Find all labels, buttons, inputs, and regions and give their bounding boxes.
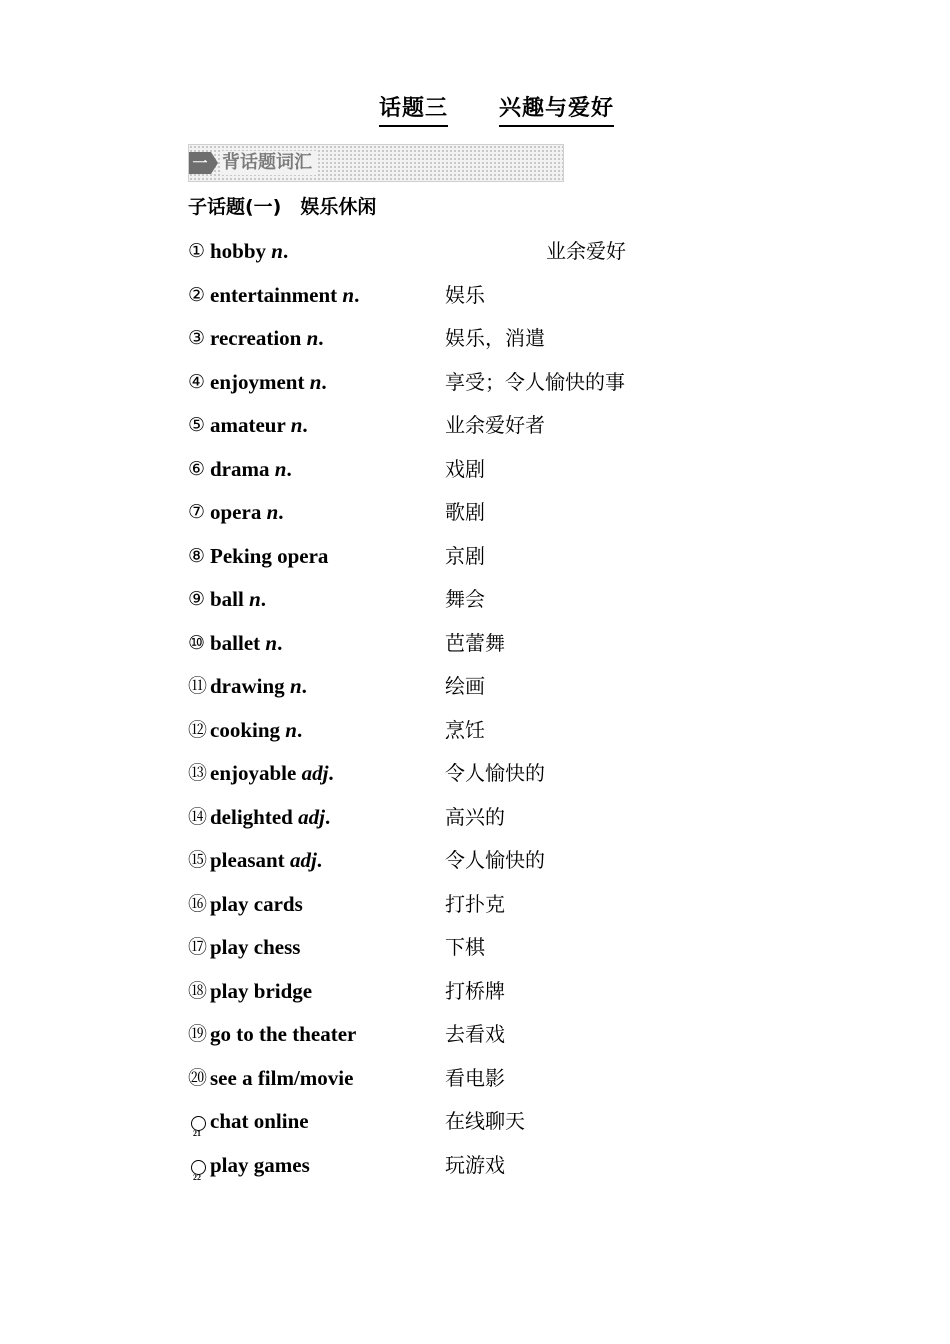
- item-number-circle: [188, 1107, 210, 1138]
- topic-number: 话题三: [379, 94, 448, 127]
- item-number: ⑳: [188, 1066, 208, 1089]
- item-number: ③: [188, 327, 206, 349]
- part-of-speech: n: [266, 500, 279, 524]
- vocab-item: [188, 1104, 748, 1148]
- vocab-item: [188, 756, 748, 800]
- item-number: ⑥: [188, 457, 206, 480]
- vocab-item: [188, 495, 748, 539]
- item-number: ⑪: [188, 675, 208, 697]
- vocab-word-line: [210, 542, 328, 570]
- vocab-item: [188, 278, 748, 322]
- vocab-list: [188, 234, 748, 1191]
- vocab-item: [188, 800, 748, 844]
- vocab-word: chat online: [210, 1109, 309, 1133]
- vocab-word-line: enjoyment n.: [210, 369, 327, 394]
- part-of-speech: adj: [298, 804, 325, 829]
- page-title: [0, 94, 950, 130]
- vocab-item: [188, 408, 748, 452]
- vocab-meaning: 享受；令人愉快的事: [445, 369, 625, 394]
- vocab-word-line: cooking n.: [210, 717, 303, 742]
- vocab-meaning: 舞会: [445, 587, 485, 611]
- vocab-meaning: 绘画: [445, 674, 485, 698]
- item-number-circle: [188, 1151, 210, 1182]
- vocab-word: play cards: [210, 891, 303, 916]
- item-number: ⑯: [188, 892, 208, 915]
- vocab-word-line: ball n.: [210, 587, 267, 611]
- topic-name: 兴趣与爱好: [499, 94, 614, 127]
- vocab-word: cooking: [210, 717, 281, 742]
- item-number: ⑫: [188, 718, 208, 741]
- vocab-item: [188, 887, 748, 931]
- vocab-meaning: 芭蕾舞: [445, 630, 505, 655]
- vocab-word-line: drama n.: [210, 456, 292, 481]
- part-of-speech: n: [309, 369, 322, 394]
- vocab-word-line: drawing n.: [210, 674, 307, 698]
- vocab-meaning: 业余爱好: [546, 239, 626, 263]
- vocab-word: play chess: [210, 935, 301, 959]
- vocab-word-line: [210, 1064, 353, 1092]
- vocab-item: [188, 713, 748, 757]
- vocab-item: [188, 452, 748, 496]
- vocab-meaning: 娱乐，消遣: [445, 326, 545, 350]
- part-of-speech: n: [265, 630, 278, 655]
- vocab-word-line: recreation n.: [210, 326, 324, 350]
- vocab-word-line: hobby n.: [210, 239, 289, 263]
- item-number: ⑨: [188, 588, 206, 610]
- vocab-meaning: 看电影: [445, 1065, 505, 1090]
- item-number: ⑱: [188, 979, 208, 1002]
- part-of-speech: n: [342, 282, 355, 307]
- vocab-word: Peking opera: [210, 543, 329, 568]
- vocab-word-line: [210, 977, 312, 1005]
- vocab-item: [188, 234, 748, 278]
- vocab-item: [188, 626, 748, 670]
- vocab-word-line: ballet n.: [210, 630, 283, 655]
- part-of-speech: n: [271, 239, 283, 263]
- vocab-word-line: [210, 1020, 356, 1048]
- item-number: ④: [188, 370, 206, 393]
- vocab-item: [188, 1061, 748, 1105]
- vocab-meaning: 在线聊天: [445, 1109, 525, 1133]
- vocab-meaning: 业余爱好者: [445, 413, 545, 437]
- vocab-meaning: 下棋: [445, 935, 485, 959]
- item-number: ⑦: [188, 501, 206, 523]
- vocab-word-line: pleasant adj.: [210, 848, 323, 872]
- part-of-speech: n: [285, 717, 297, 742]
- vocab-meaning: 打桥牌: [445, 978, 505, 1003]
- vocab-word-line: entertainment n.: [210, 282, 360, 307]
- vocab-item: [188, 582, 748, 626]
- vocab-meaning: 打扑克: [445, 891, 505, 916]
- vocab-meaning: 令人愉快的: [445, 848, 545, 872]
- vocab-word: opera: [210, 500, 262, 524]
- item-number: ②: [188, 283, 206, 306]
- vocab-item: [188, 974, 748, 1018]
- section-number-badge: 一: [189, 152, 211, 174]
- vocab-meaning: 令人愉快的: [445, 761, 545, 785]
- subtopic-heading: 子话题(一) 娱乐休闲: [188, 196, 377, 218]
- vocab-word: amateur: [210, 413, 286, 437]
- vocab-meaning: 玩游戏: [445, 1152, 505, 1177]
- item-number: ⑭: [188, 805, 208, 828]
- section-label: 背话题词汇: [222, 151, 316, 175]
- item-number: ⑲: [188, 1023, 208, 1045]
- vocab-word: ballet: [210, 630, 261, 655]
- part-of-speech: n: [306, 326, 319, 350]
- vocab-item: [188, 539, 748, 583]
- item-number: 22: [193, 1172, 201, 1182]
- vocab-word: enjoyable: [210, 761, 297, 785]
- vocab-word: play bridge: [210, 978, 313, 1003]
- section-banner: [188, 144, 564, 182]
- vocab-word-line: [210, 1151, 310, 1179]
- vocab-word: recreation: [210, 326, 302, 350]
- vocab-word: hobby: [210, 239, 267, 263]
- vocab-word: entertainment: [210, 282, 338, 307]
- vocab-word-line: enjoyable adj.: [210, 761, 334, 785]
- vocab-meaning: 去看戏: [445, 1022, 505, 1046]
- vocab-word: drama: [210, 456, 270, 481]
- vocab-item: [188, 321, 748, 365]
- vocab-meaning: 京剧: [445, 543, 485, 568]
- vocab-word-line: [210, 1107, 309, 1135]
- item-number: ⑮: [188, 849, 208, 871]
- part-of-speech: n: [289, 674, 302, 698]
- vocab-meaning: 戏剧: [445, 456, 485, 481]
- vocab-item: [188, 930, 748, 974]
- vocab-word: pleasant: [210, 848, 285, 872]
- arrow-icon: [211, 152, 218, 174]
- item-number: ⑬: [188, 762, 208, 784]
- vocab-meaning: 烹饪: [445, 717, 485, 742]
- vocab-word: see a film/movie: [210, 1065, 354, 1090]
- item-number: ⑧: [188, 544, 206, 567]
- item-number: 21: [193, 1129, 201, 1138]
- item-number: ⑩: [188, 631, 206, 654]
- vocab-item: [188, 365, 748, 409]
- vocab-word: delighted: [210, 804, 293, 829]
- part-of-speech: n: [249, 587, 261, 611]
- vocab-word-line: [210, 890, 303, 918]
- vocab-meaning: 歌剧: [445, 500, 485, 524]
- vocab-word-line: delighted adj.: [210, 804, 331, 829]
- vocab-word-line: opera n.: [210, 500, 284, 524]
- vocab-item: [188, 843, 748, 887]
- vocab-item: [188, 1017, 748, 1061]
- vocab-word: enjoyment: [210, 369, 305, 394]
- vocab-item: [188, 1148, 748, 1192]
- vocab-word-line: amateur n.: [210, 413, 308, 437]
- vocab-word: go to the theater: [210, 1022, 357, 1046]
- vocab-meaning: 娱乐: [445, 282, 485, 307]
- vocab-item: [188, 669, 748, 713]
- part-of-speech: n: [290, 413, 303, 437]
- vocab-word: drawing: [210, 674, 285, 698]
- item-number: ⑤: [188, 414, 206, 436]
- part-of-speech: adj: [289, 848, 317, 872]
- part-of-speech: n: [274, 456, 287, 481]
- vocab-word: ball: [210, 587, 244, 611]
- vocab-word-line: [210, 933, 300, 961]
- part-of-speech: adj: [301, 761, 329, 785]
- vocab-meaning: 高兴的: [445, 804, 505, 829]
- vocab-word: play games: [210, 1152, 310, 1177]
- item-number: ①: [188, 240, 206, 262]
- item-number: ⑰: [188, 936, 208, 958]
